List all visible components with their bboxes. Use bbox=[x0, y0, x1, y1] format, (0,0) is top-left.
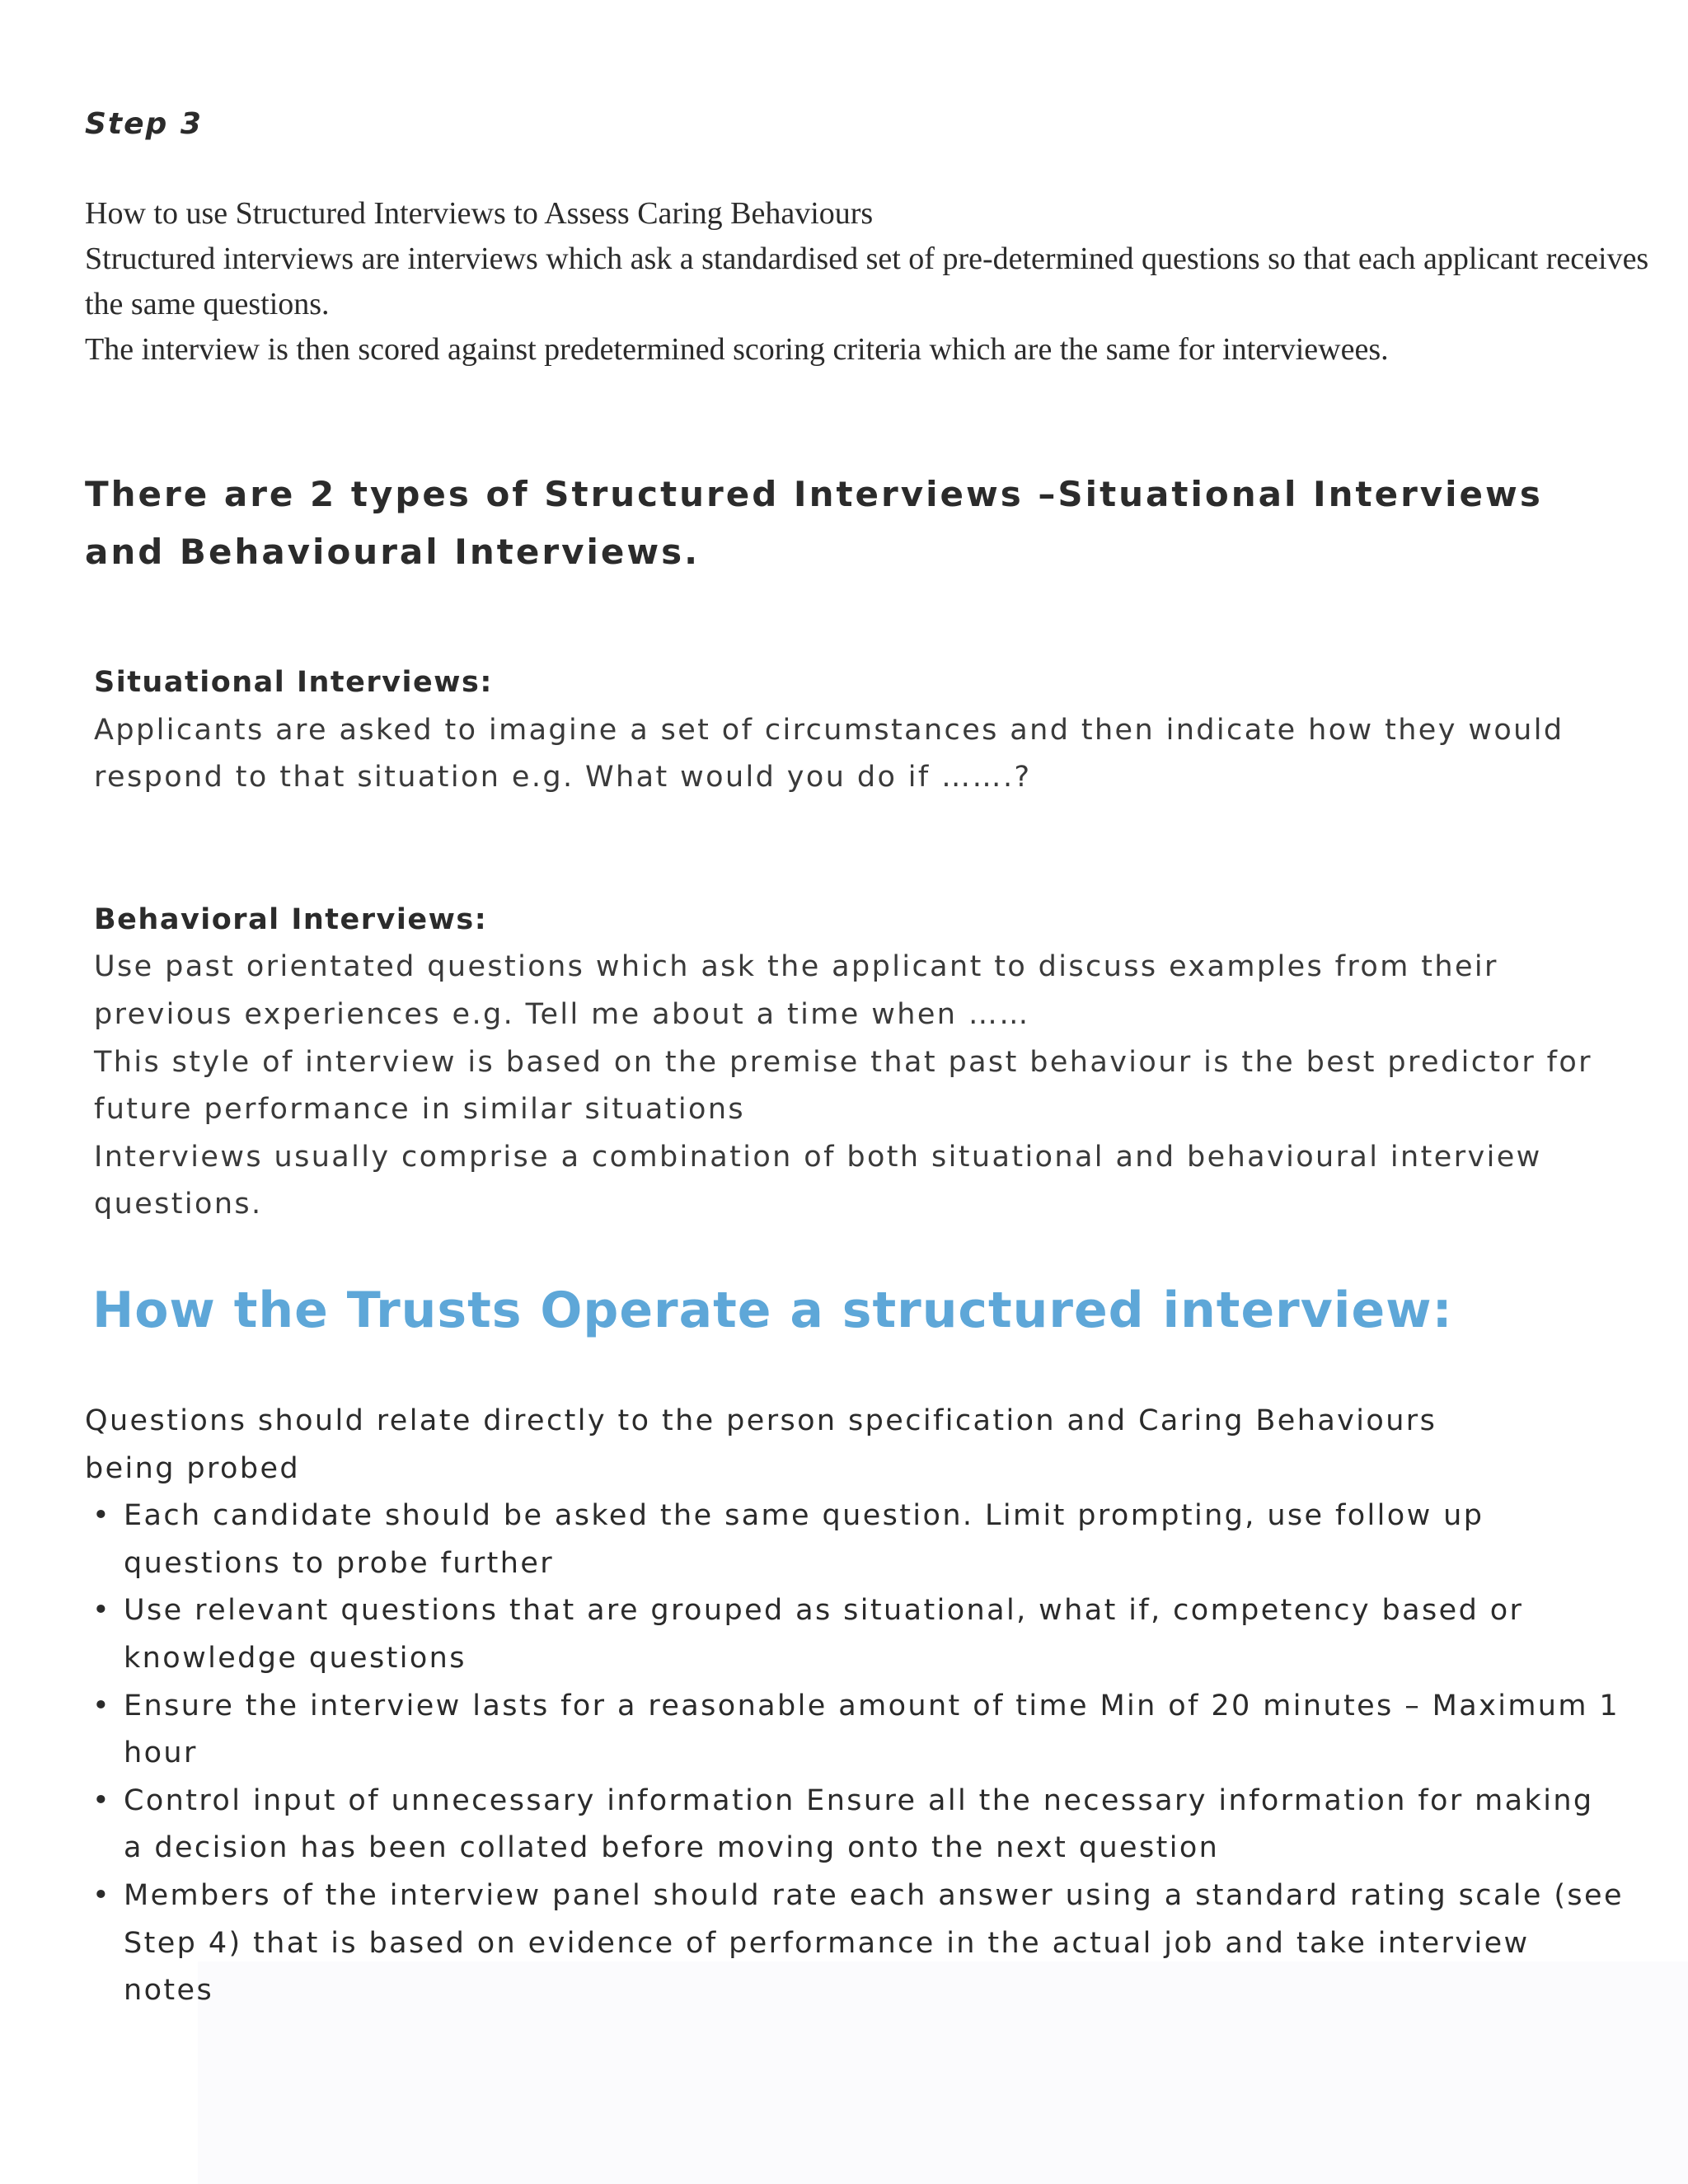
situational-text: Applicants are asked to imagine a set of circumstances and then indicate how they would respond to that situation e.g. What would you do if …….? bbox=[94, 713, 1564, 794]
list-item bbox=[92, 1778, 1624, 1872]
trusts-bullet-list bbox=[85, 1493, 1634, 2015]
intro-title: How to use Structured Interviews to Assess Caring Behaviours bbox=[85, 196, 874, 231]
bullet-icon: • bbox=[92, 1594, 112, 1628]
intro-section bbox=[85, 191, 1651, 373]
trusts-heading: How the Trusts Operate a structured interview: bbox=[92, 1282, 1453, 1339]
behavioral-text-2: This style of interview is based on the premise that past behaviour is the best predictor for future performance in similar situations bbox=[94, 1045, 1592, 1127]
behavioral-text-1: Use past orientated questions which ask the applicant to discuss examples from their previous experiences e.g. Tell me about a time when …… bbox=[94, 950, 1498, 1031]
list-item-text: Ensure the interview lasts for a reasonable amount of time Min of 20 minutes – Maximum 1 hour bbox=[124, 1689, 1620, 1770]
step-label: Step 3 bbox=[85, 107, 203, 141]
bullet-icon: • bbox=[92, 1689, 112, 1722]
list-item bbox=[92, 1493, 1624, 1587]
list-item bbox=[92, 1587, 1624, 1682]
situational-heading: Situational Interviews: bbox=[94, 666, 493, 699]
list-item bbox=[92, 1872, 1624, 2015]
definitions-section bbox=[94, 659, 1643, 1229]
intro-paragraph-1: Structured interviews are interviews which ask a standardised set of pre-determined questions so that each applicant receives the same questions. bbox=[85, 241, 1649, 321]
behavioral-heading: Behavioral Interviews: bbox=[94, 902, 488, 936]
bullet-icon: • bbox=[92, 1499, 112, 1533]
list-item-text: Control input of unnecessary information Ensure all the necessary information for making a decision has been collated before moving onto the next question bbox=[124, 1783, 1594, 1865]
spacer bbox=[94, 802, 1643, 897]
list-item-text: Members of the interview panel should rate each answer using a standard rating scale (see Step 4) that is based on evidence of performance in the actual job and take interview notes bbox=[124, 1878, 1624, 2008]
list-item bbox=[92, 1683, 1624, 1778]
types-heading: There are 2 types of Structured Interviews –Situational Interviews and Behavioural Interviews. bbox=[85, 474, 1543, 572]
bullet-icon: • bbox=[92, 1878, 112, 1912]
intro-paragraph-2: The interview is then scored against predetermined scoring criteria which are the same for interviewees. bbox=[85, 332, 1389, 367]
list-item-text: Each candidate should be asked the same question. Limit prompting, use follow up questions to probe further bbox=[124, 1499, 1484, 1580]
trusts-section bbox=[85, 1398, 1634, 2015]
bullet-icon: • bbox=[92, 1783, 112, 1817]
list-item-text: Use relevant questions that are grouped as situational, what if, competency based or knowledge questions bbox=[124, 1594, 1524, 1675]
behavioral-text-3: Interviews usually comprise a combination of both situational and behavioural interview questions. bbox=[94, 1140, 1542, 1221]
trusts-intro: Questions should relate directly to the person specification and Caring Behaviours being probed bbox=[85, 1404, 1437, 1485]
